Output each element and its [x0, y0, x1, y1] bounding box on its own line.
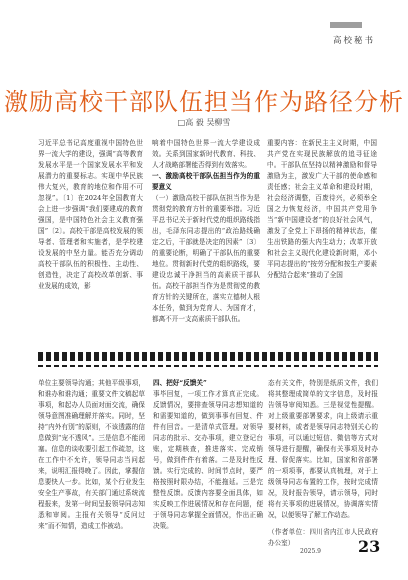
dashed-divider [38, 352, 378, 361]
text-column-top-right: 重要内容：在新民主主义时期，中国共产党在实现民族解放的追寻征途中。干部队伍坚持以精神激励和督导激励为主，激发广大干部的使命感和责任感；社会主义革命和建设时期，社会经济调整，百废待兴，必须举全国之力恢复经济，中国共产党用争当“新中国建设者”的良好社会风气，激发了全党上下昂扬的精神状态，催生出铁路的强大内生动力；改革开放和社会主义现代化建设新时期，邓小平同志提出的“按劳分配和按生产要素分配结合起来”推动了全国 [267, 139, 377, 279]
paragraph-text: 响着中国特色世界一流大学建设成效。关系到国家新时代教育、科技、人才战略部署能否得到有效落实。 [152, 139, 260, 169]
dashed-divider [38, 365, 378, 367]
section-heading: 一、激励高校干部队伍担当作为的重要意义 [152, 172, 260, 191]
header-bar-decoration [330, 22, 362, 28]
paragraph-text: （一）激励高校干部队伍担当作为是贯彻党的教育方针的重要举措。习近平总书记关于新时代党的组织路线指出，毛泽东同志提出的“政治路线确定之后，干部就是决定的因素”〔3〕的重要论断，明确了干部队伍的重要地位。贯彻新时代党的组织路线，要建设忠诚干净担当的高素质干部队伍。高校干部担当作为是贯彻党的教育方针的关键所在，落实立德树人根本任务，做到为党育人、为国育才，都离不开一支高素质干部队伍。 [152, 194, 260, 323]
text-column-top-middle [152, 138, 260, 343]
section-heading: 四、把好“反馈关” [153, 379, 207, 387]
text-column-bottom-right [268, 378, 378, 547]
author-affiliation: （作者单位：四川省内江市人民政府办公室） [268, 528, 378, 547]
article-title: 激励高校干部队伍担当作为路径分析 [4, 88, 404, 116]
text-column-bottom-middle [153, 378, 263, 538]
text-column-top-left: 习近平总书记高度重视中国特色世界一流大学的建设，强调“高等教育发展水平是一个国家发展水平和发展潜力的重要标志。实现中华民族伟大复兴，教育的地位和作用不可忽视”。〔1〕在2024年全国教育大会上进一步强调“我们要建成的教育强国，是中国特色社会主义教育强国”〔2〕。高校干部是高校发展的领导者、管理者和实施者，是学校建设发展的中坚力量。能否充分调动高校干部队伍的积极性、主动性、创造性，决定了高校改革创新、事业发展的成效，影 [38, 139, 143, 290]
paragraph-text: 态有关文件，特别是纸质文件，我们将其整理成简单的文字信息，及时报告领导审阅知悉。三是视觉性提醒。对上级重要部署要求，向上级请示重要材料，或者是领导同志特别关心的事项，可以通过短信、微信等方式对领导进行提醒，确保有关事项及时办理、督促落实。比如，国家和省部署的一项项事，都要认真梳理，对于上级领导同志布置的工作，按时完成情况，及时报告领导，请示领导，同时将有关事项的进展情况，协调落实情况，以便领导了解工作动态。 [268, 379, 378, 519]
article-authors: □高 毅 吴柳雪 [177, 118, 231, 127]
column-name: 高校秘书 [333, 36, 376, 46]
page-number: 23 [358, 537, 381, 556]
paragraph-text: 事毕回复，一项工作才算真正完成。反馈情况，要排查领导同志想知道的和需要知道的，做到事事有回复、件件有回音。一是清单式管理。对领导同志的批示、交办事项，建立登记台账，定期核查，推进落实、完成销号，做到件件有着落。二是及时性反馈。实行完成的、时间节点时，要严格按照时限办结，不能拖延。三是完整性反馈。反馈内容要全面具体，如实反映工作进展情况和存在问题，便于领导同志掌握全面情况，作出正确决策。 [153, 390, 263, 530]
text-column-bottom-left: 单位主要领导沟通；其他平级事项，和谁办和谁沟通；重要文件文稿起草事项，和起办人员面对面交流，确保领导意图准确理解并落实。同时，坚持“内外有别”的原则，不该透露的信息做到“宠不透风”。三是信息不能闭塞。信息的谈收要引起工作疏忽，这在工作中不允许，领导同志当问起来，说明汇报得晚了。因此，掌握信息要快人一步。比如，某个行业发生安全生产事故，有关部门通过系统流程报来，发第一时间呈报领导同志知悉和审阅。主报有关领导“反问过来”而不知情，造成工作被动。 [38, 379, 145, 530]
issue-date: 2025.9 [300, 548, 321, 555]
